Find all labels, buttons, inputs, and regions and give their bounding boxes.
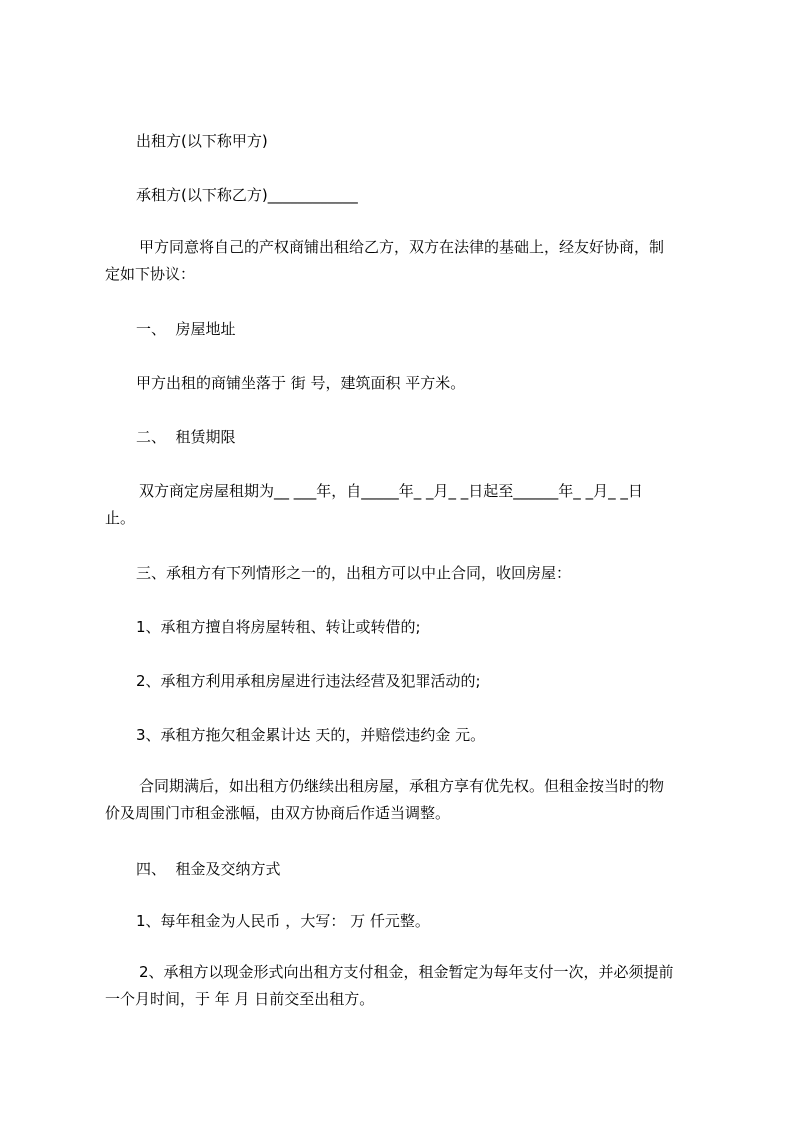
renewal-line-2: 价及周围门市租金涨幅，由双方协商后作适当调整。: [105, 804, 451, 822]
intro-line-1: 甲方同意将自己的产权商铺出租给乙方，双方在法律的基础上，经友好协商，制: [139, 238, 665, 256]
rent-item-2-line-2: 一个月时间，于 年 月 日前交至出租方。: [105, 990, 375, 1008]
section-1-text: 甲方出租的商铺坐落于 街 号，建筑面积 平方米。: [136, 374, 466, 392]
section-3-heading: 三、承租方有下列情形之一的，出租方可以中止合同，收回房屋：: [136, 564, 572, 582]
rent-item-2-line-1: 2、承租方以现金形式向出租方支付租金，租金暂定为每年支付一次，并必须提前: [139, 963, 674, 981]
section-2-heading: 二、 租赁期限: [136, 428, 236, 446]
section-1-heading: 一、 房屋地址: [136, 320, 236, 338]
termination-item-2: 2、承租方利用承租房屋进行违法经营及犯罪活动的;: [136, 672, 481, 690]
termination-item-1: 1、承租方擅自将房屋转租、转让或转借的;: [136, 618, 421, 636]
lessee-line: 承租方(以下称乙方)____________: [136, 186, 358, 204]
section-4-heading: 四、 租金及交纳方式: [136, 860, 281, 878]
renewal-line-1: 合同期满后，如出租方仍继续出租房屋，承租方享有优先权。但租金按当时的物: [139, 777, 665, 795]
term-line-2: 止。: [105, 509, 136, 527]
intro-line-2: 定如下协议：: [105, 265, 196, 283]
lessor-line: 出租方(以下称甲方): [136, 132, 268, 150]
termination-item-3: 3、承租方拖欠租金累计达 天的，并赔偿违约金 元。: [136, 726, 486, 744]
term-line-1: 双方商定房屋租期为__ ___年，自_____年_ _月_ _日起至______年_ _月_ _日: [139, 482, 643, 500]
rent-item-1: 1、每年租金为人民币 ，大写： 万 仟元整。: [136, 912, 430, 930]
